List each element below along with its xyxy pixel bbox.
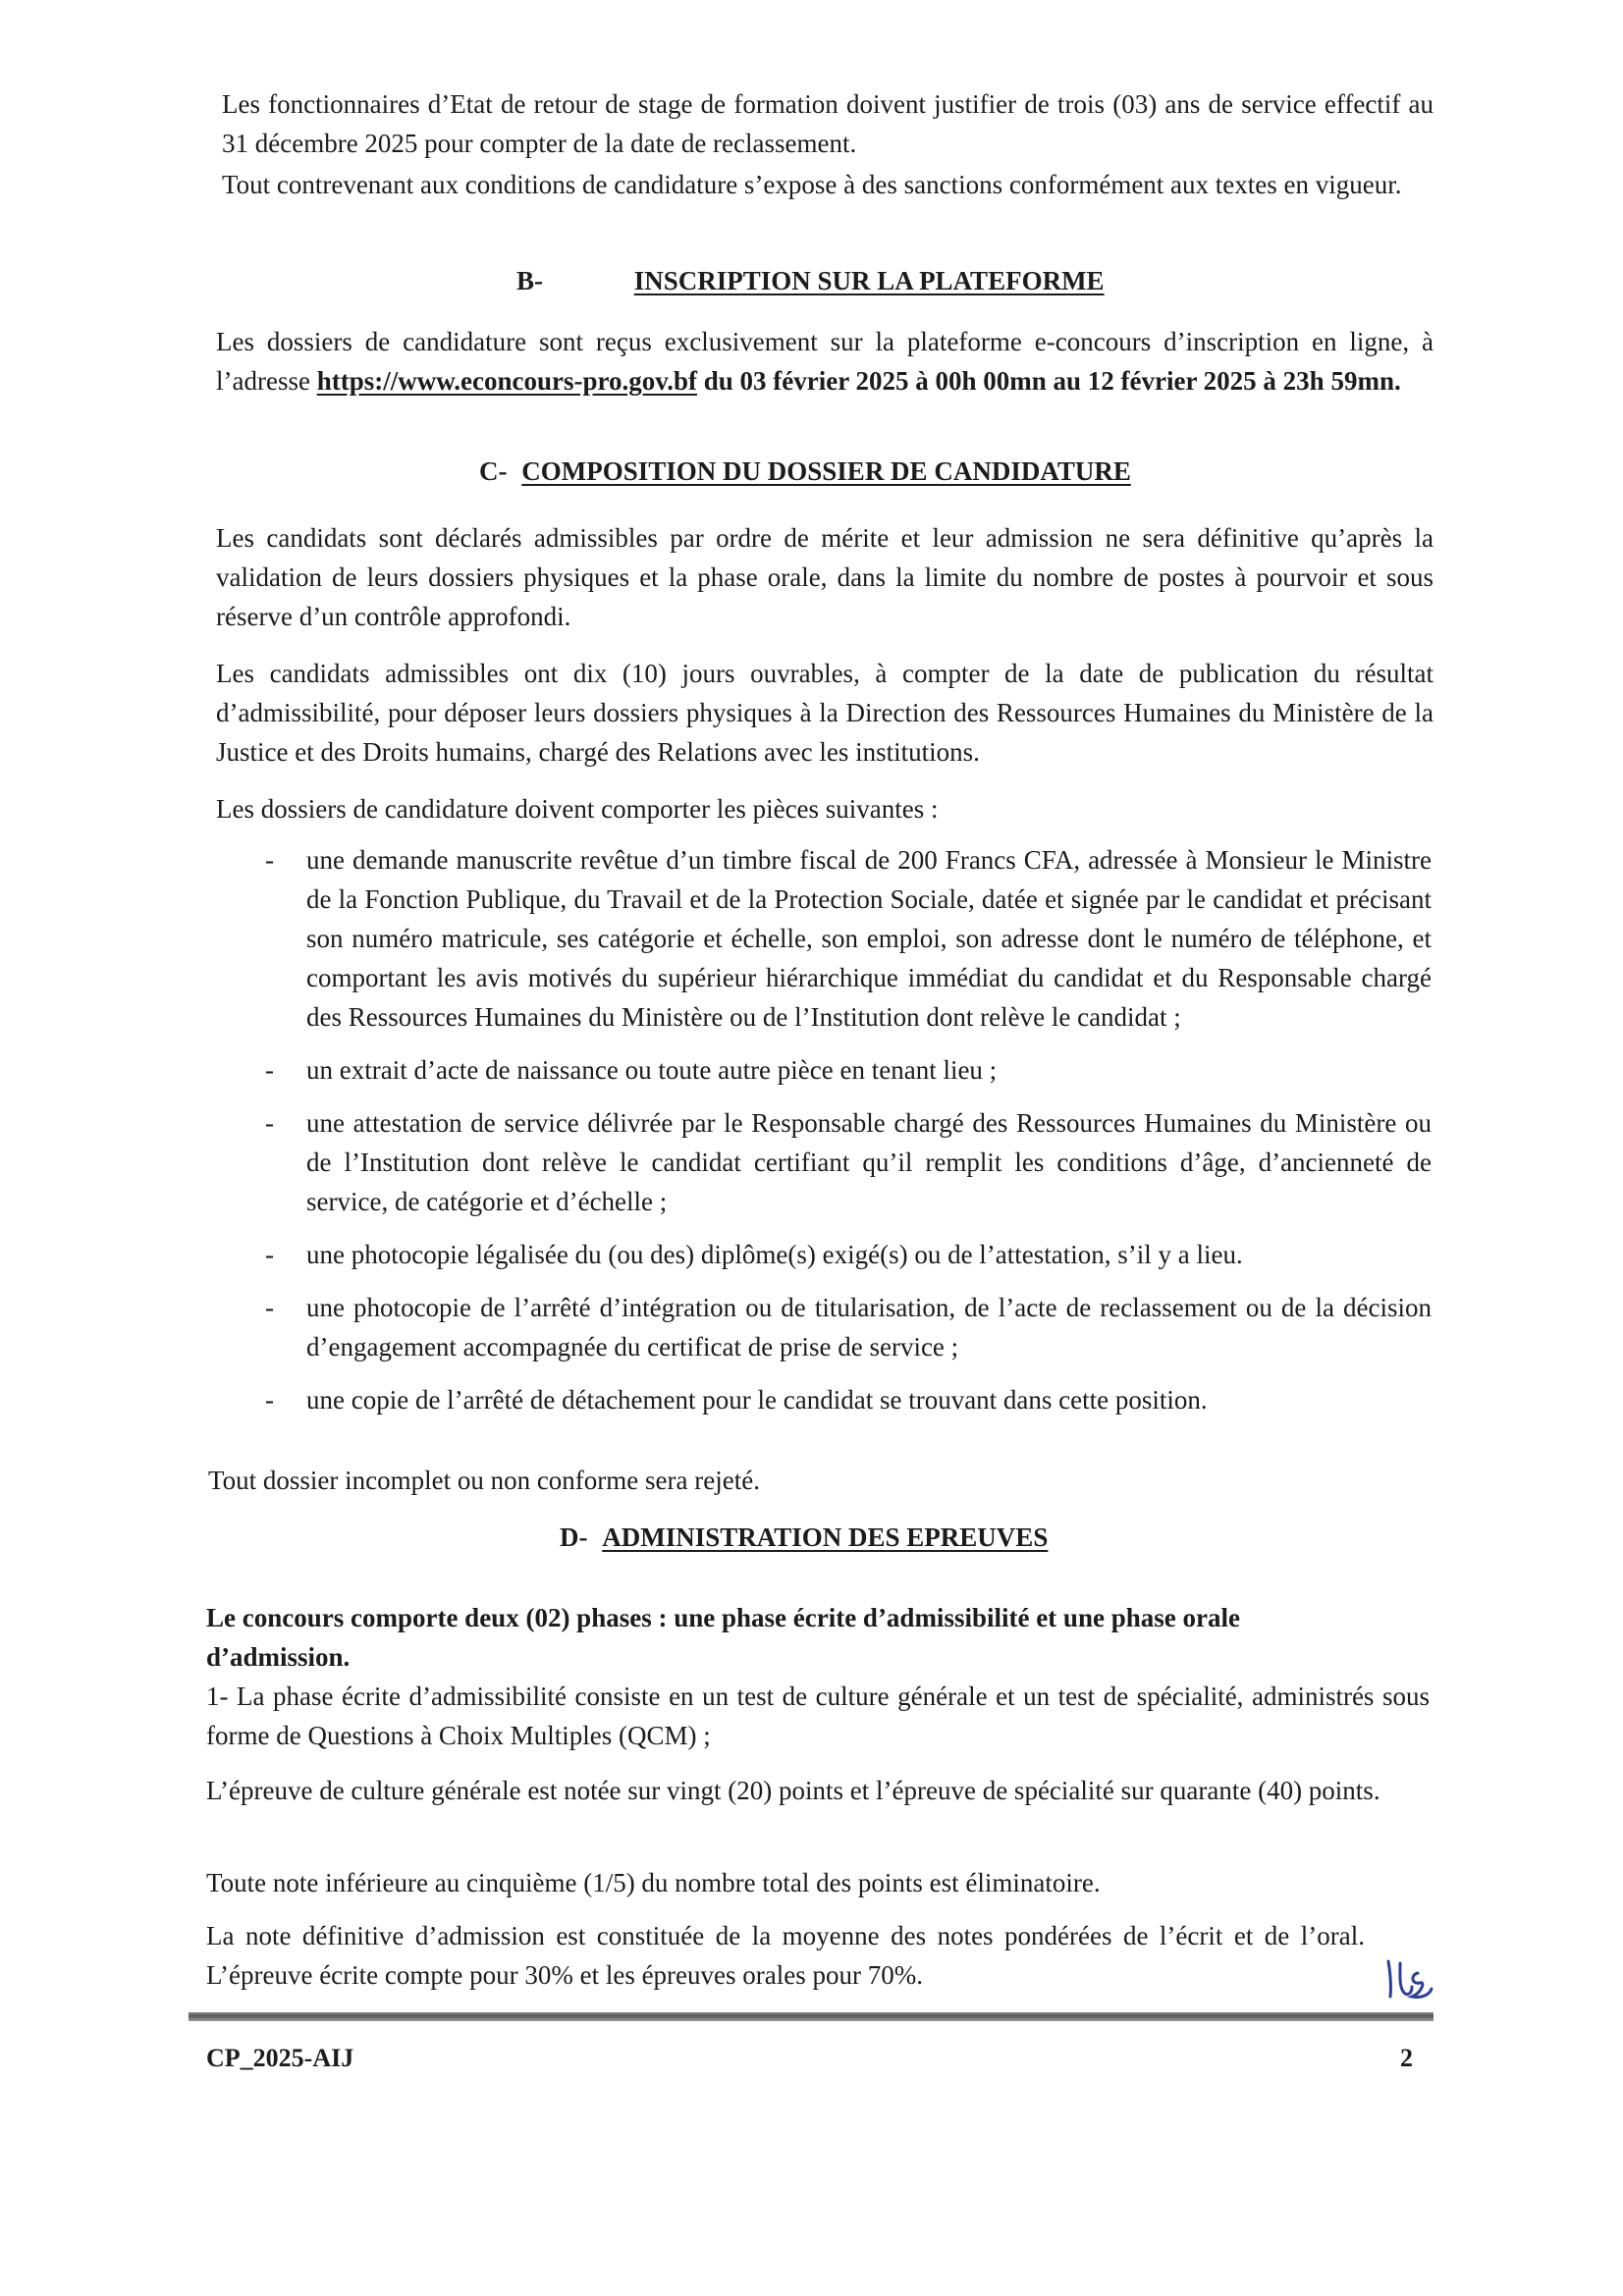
- section-b-paragraph: Les dossiers de candidature sont reçus exclusivement sur la plateforme e-concours d’inscription en ligne, à l’adresse https://www.econcours-pro.gov.bf du 03 février 2025 à 00h 00mn au 12 février 2025 à 23h 59mn.: [216, 327, 1434, 396]
- section-d-title: ADMINISTRATION DES EPREUVES: [602, 1522, 1049, 1552]
- section-d-letter: D-: [560, 1522, 588, 1552]
- list-item: - une photocopie légalisée du (ou des) diplôme(s) exigé(s) ou de l’attestation, s’il y a lieu.: [265, 1240, 1243, 1269]
- section-c-letter: C-: [479, 456, 508, 486]
- page-number: 2: [1400, 2044, 1413, 2072]
- section-c-paragraph-1: Les candidats sont déclarés admissibles par ordre de mérite et leur admission ne sera définitive qu’après la validation de leurs dossiers physiques et la phase orale, dans la limite du nombre de postes à pourvoir et sous réserve d’un contrôle approfondi.: [216, 523, 1434, 631]
- handwritten-initials-icon: [1382, 1953, 1437, 2004]
- registration-dates: du 03 février 2025 à 00h 00mn au 12 février 2025 à 23h 59mn.: [696, 366, 1401, 396]
- section-b-letter: B-: [516, 266, 543, 295]
- list-item: - une demande manuscrite revêtue d’un timbre fiscal de 200 Francs CFA, adressée à Monsieur le Ministre de la Fonction Publique, du Travail et de la Protection Sociale, datée et signée par le candidat et précisant son numéro matricule, ses catégorie et échelle, son emploi, son adresse dont le numéro de téléphone, et comportant les avis motivés du supérieur hiérarchique immédiat du candidat et du Responsable chargé des Ressources Humaines du Ministère ou de l’Institution dont relève le candidat ;: [265, 845, 1432, 1032]
- list-item: - une attestation de service délivrée par le Responsable chargé des Ressources Humaines du Ministère ou de l’Institution dont relève le candidat certifiant qu’il remplit les conditions d’âge, d’ancienneté de service, de catégorie et d’échelle ;: [265, 1108, 1432, 1216]
- registration-link[interactable]: https://www.econcours-pro.gov.bf: [316, 366, 697, 396]
- list-item: - une photocopie de l’arrêté d’intégration ou de titularisation, de l’acte de reclassement ou de la décision d’engagement accompagnée du certificat de prise de service ;: [265, 1293, 1432, 1362]
- intro-paragraph-2: Tout contrevenant aux conditions de candidature s’expose à des sanctions conformément aux textes en vigueur.: [222, 170, 1402, 199]
- section-b-title: INSCRIPTION SUR LA PLATEFORME: [633, 266, 1105, 295]
- section-d-paragraph-1: 1- La phase écrite d’admissibilité consiste en un test de culture générale et un test de spécialité, administrés sous forme de Questions à Choix Multiples (QCM) ;: [206, 1682, 1430, 1750]
- list-item: - une copie de l’arrêté de détachement pour le candidat se trouvant dans cette position.: [265, 1385, 1208, 1415]
- section-d-paragraph-3: Toute note inférieure au cinquième (1/5) du nombre total des points est éliminatoire.: [206, 1868, 1101, 1897]
- section-c-closing: Tout dossier incomplet ou non conforme sera rejeté.: [208, 1466, 760, 1495]
- section-c-heading: [479, 452, 1131, 491]
- document-reference: CP_2025-AIJ: [206, 2044, 354, 2072]
- section-c-title: COMPOSITION DU DOSSIER DE CANDIDATURE: [521, 456, 1131, 486]
- required-documents-list: [257, 840, 1432, 1433]
- section-d-intro: Le concours comporte deux (02) phases : une phase écrite d’admissibilité et une phase orale d’admission.: [206, 1603, 1240, 1672]
- section-d-paragraph-2: L’épreuve de culture générale est notée sur vingt (20) points et l’épreuve de spécialité sur quarante (40) points.: [206, 1776, 1380, 1805]
- section-d-paragraph-4: La note définitive d’admission est constituée de la moyenne des notes pondérées de l’écrit et de l’oral. L’épreuve écrite compte pour 30% et les épreuves orales pour 70%.: [206, 1921, 1365, 1990]
- footer-rule: [189, 2012, 1434, 2021]
- section-c-paragraph-2: Les candidats admissibles ont dix (10) jours ouvrables, à compter de la date de publication du résultat d’admissibilité, pour déposer leurs dossiers physiques à la Direction des Ressources Humaines du Ministère de la Justice et des Droits humains, chargé des Relations avec les institutions.: [216, 659, 1434, 767]
- section-c-paragraph-3: Les dossiers de candidature doivent comporter les pièces suivantes :: [216, 794, 939, 824]
- intro-paragraph-1: Les fonctionnaires d’Etat de retour de stage de formation doivent justifier de trois (03) ans de service effectif au 31 décembre 2025 pour compter de la date de reclassement.: [222, 89, 1434, 158]
- list-item: - un extrait d’acte de naissance ou toute autre pièce en tenant lieu ;: [265, 1055, 998, 1085]
- section-d-heading: [560, 1518, 1048, 1557]
- section-b-heading: [516, 261, 1105, 300]
